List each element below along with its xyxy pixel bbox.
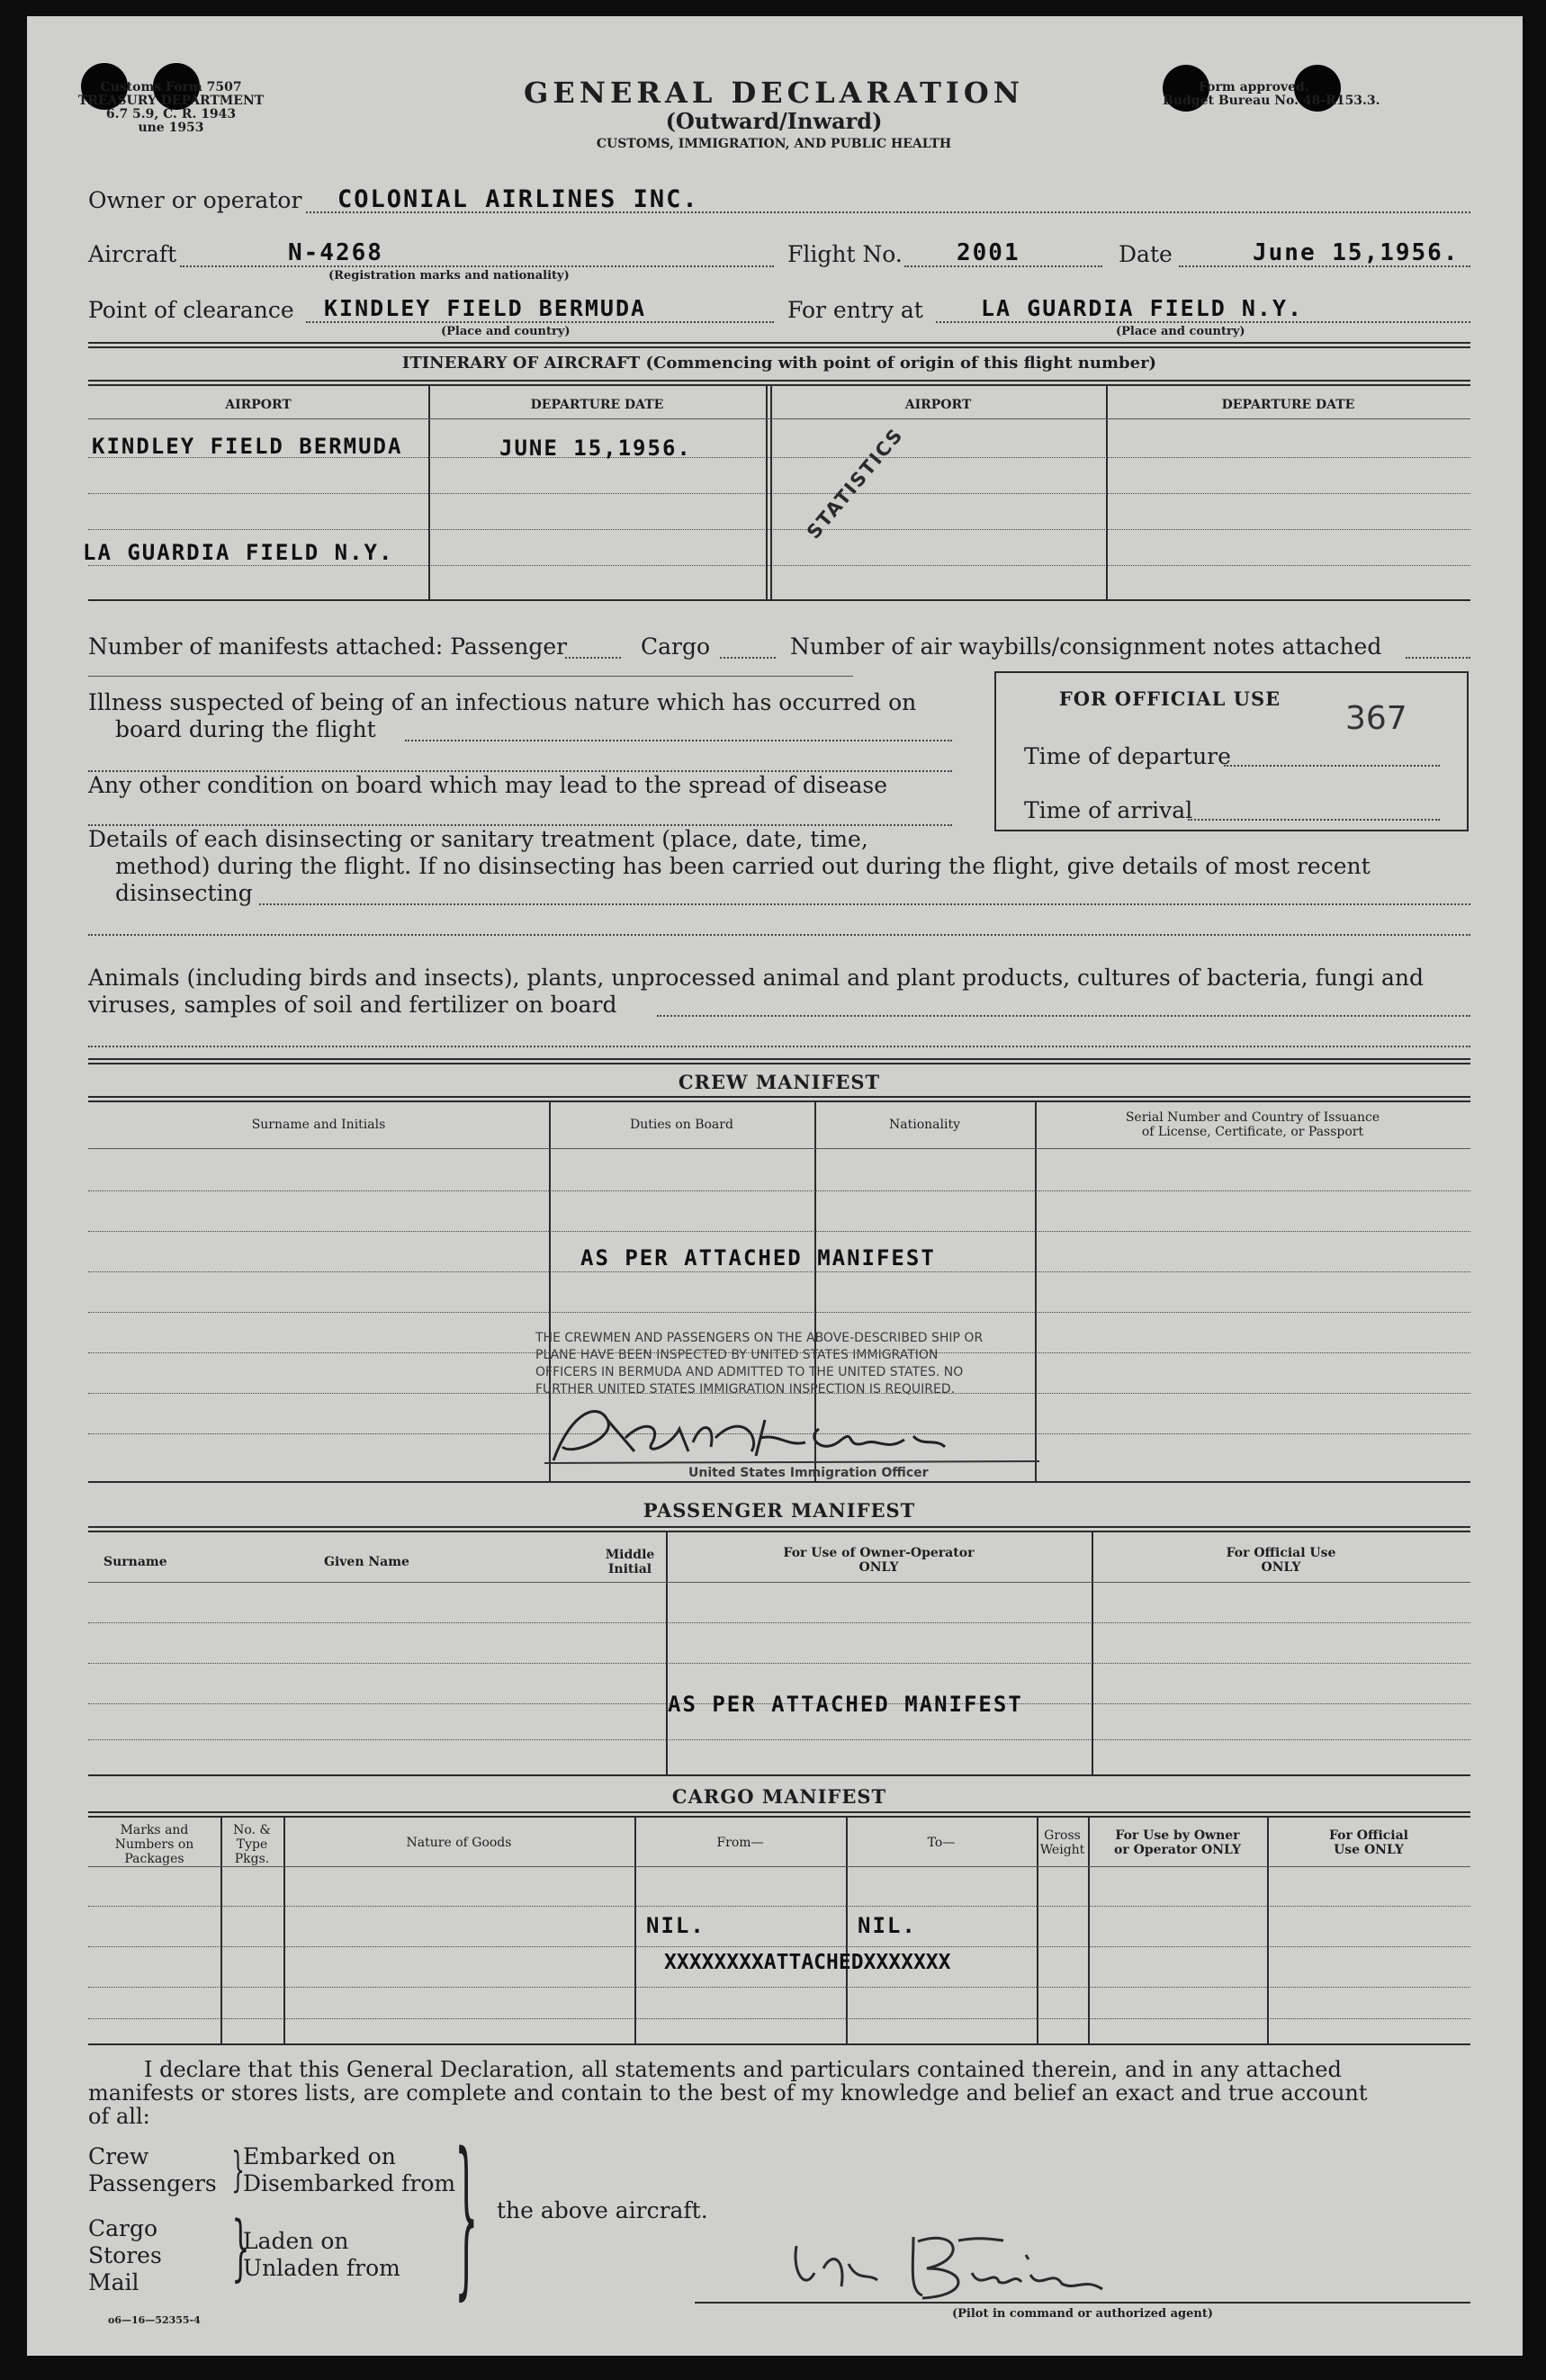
col-number-line: No. & (233, 1823, 271, 1837)
animals-line (657, 1015, 1470, 1017)
col-owner-use-line: or Operator ONLY (1114, 1843, 1241, 1857)
col-middle-initial (603, 1548, 657, 1576)
rule (88, 2043, 1470, 2045)
cargo-struck-note: XXXXXXXXATTACHEDXXXXXXX (664, 1951, 951, 1974)
row-line (88, 1987, 1470, 1988)
row-line (88, 1148, 1470, 1149)
rule (88, 1063, 1470, 1064)
immigration-signature (535, 1384, 1039, 1474)
col-official-use (1267, 1828, 1470, 1857)
pilot-signature (778, 2219, 1246, 2309)
rule (88, 380, 1470, 382)
entry-value: LA GUARDIA FIELD N.Y. (981, 295, 1304, 321)
row-line (88, 1582, 1470, 1583)
disinsect-text-2: method) during the flight. If no disinsecting has been carried out during the flight, give details of most recent (115, 853, 1371, 879)
waybills-line (1406, 657, 1470, 659)
stamp-line: FURTHER UNITED STATES IMMIGRATION INSPECTION IS REQUIRED. (535, 1382, 956, 1397)
form-id-line: une 1953 (138, 121, 204, 135)
form-approval-line: Budget Bureau No. 48-R153.3. (1163, 94, 1380, 108)
disinsect-line-2 (88, 934, 1470, 936)
itinerary-row1-airport: KINDLEY FIELD BERMUDA (92, 434, 403, 459)
col-surname-initials: Surname and Initials (251, 1118, 386, 1132)
manifests-attached-label: Number of manifests attached: Passenger (88, 633, 568, 660)
illness-text-2: board during the flight (115, 716, 376, 742)
col-official-line: ONLY (1261, 1560, 1301, 1575)
time-departure-line (1224, 765, 1440, 767)
col-owner-line: For Use of Owner-Operator (783, 1546, 975, 1560)
declaration-text-3: of all: (88, 2104, 150, 2129)
rule (88, 599, 1470, 601)
declaration-stores: Stores (88, 2242, 162, 2268)
disinsect-text: Details of each disinsecting or sanitary treatment (place, date, time, (88, 826, 868, 852)
itinerary-row1-date: JUNE 15,1956. (499, 436, 692, 461)
form-approval-block (1163, 81, 1523, 108)
col-airport: AIRPORT (904, 398, 972, 412)
rule (88, 1774, 1470, 1776)
declaration-crew: Crew (88, 2143, 149, 2169)
form-id-line: TREASURY DEPARTMENT (77, 94, 265, 108)
col-departure-date: DEPARTURE DATE (1221, 398, 1355, 412)
row-line (88, 1622, 1470, 1623)
declaration-cargo: Cargo (88, 2215, 158, 2241)
declaration-suffix: the above aircraft. (497, 2197, 708, 2223)
row-line (88, 2018, 1470, 2019)
row-line (88, 1231, 1470, 1232)
col-nature-goods: Nature of Goods (406, 1836, 512, 1850)
animals-text: Animals (including birds and insects), plants, unprocessed animal and plant products, cultures of bacteria, fungi and (88, 965, 1424, 991)
aircraft-caption: (Registration marks and nationality) (328, 269, 570, 283)
stamp-line: PLANE HAVE BEEN INSPECTED BY UNITED STATES IMMIGRATION (535, 1348, 939, 1362)
declaration-disembarked: Disembarked from (243, 2170, 456, 2196)
declaration-embarked: Embarked on (243, 2143, 396, 2169)
row-line (88, 1946, 1470, 1947)
col-marks-line: Packages (124, 1852, 184, 1866)
col-divider (283, 1817, 285, 2043)
rule (88, 676, 853, 677)
rule (88, 1481, 1470, 1483)
col-owner-operator (666, 1546, 1092, 1575)
col-number-line: Pkgs. (234, 1852, 270, 1866)
col-number-type (220, 1823, 283, 1866)
col-surname: Surname (103, 1555, 167, 1569)
col-marks (88, 1823, 220, 1866)
col-middle-line: Middle (605, 1548, 655, 1562)
col-marks-line: Numbers on (114, 1837, 194, 1852)
owner-value: COLONIAL AIRLINES INC. (337, 185, 699, 213)
immigration-stamp (535, 1330, 1156, 1492)
entry-label: For entry at (787, 297, 923, 323)
col-gross-line: Gross (1044, 1828, 1081, 1843)
clearance-value: KINDLEY FIELD BERMUDA (324, 295, 647, 321)
form-id-line: Customs Form 7507 (100, 80, 242, 94)
col-to: To— (927, 1836, 956, 1850)
crew-manifest-heading: CREW MANIFEST (678, 1071, 881, 1093)
cargo-to-value: NIL. (858, 1913, 917, 1938)
crew-typed-note: AS PER ATTACHED MANIFEST (580, 1245, 936, 1271)
col-gross-weight (1037, 1828, 1088, 1857)
statistics-stamp: STATISTICS (803, 423, 908, 543)
col-number-line: Type (236, 1837, 268, 1852)
page-title: GENERAL DECLARATION (524, 76, 1024, 110)
print-code: o6—16—52355-4 (108, 2314, 201, 2326)
col-divider (634, 1817, 636, 2043)
official-number: 367 (1345, 700, 1407, 737)
rule (88, 1811, 1470, 1813)
rule (88, 1816, 1470, 1818)
col-divider (846, 1817, 848, 2043)
declaration-unladen: Unladen from (243, 2255, 400, 2281)
cargo-count-label: Cargo (641, 633, 711, 660)
stamp-line: OFFICERS IN BERMUDA AND ADMITTED TO THE UNITED STATES. NO (535, 1365, 964, 1379)
passenger-typed-note: AS PER ATTACHED MANIFEST (668, 1692, 1023, 1717)
big-brace: } (454, 2116, 479, 2315)
itinerary-heading: ITINERARY OF AIRCRAFT (Commencing with point of origin of this flight number) (401, 354, 1157, 373)
col-duties: Duties on Board (630, 1118, 733, 1132)
time-arrival-line (1188, 819, 1440, 821)
declaration-passengers: Passengers (88, 2170, 217, 2196)
passenger-count-line (565, 657, 621, 659)
col-serial-number (1035, 1110, 1470, 1139)
col-divider (766, 385, 768, 599)
illness-line (405, 740, 952, 741)
aircraft-line (180, 265, 774, 267)
brace: } (231, 2205, 250, 2289)
col-owner-use-line: For Use by Owner (1115, 1828, 1240, 1843)
rule (88, 346, 1470, 348)
declaration-text: I declare that this General Declaration, all statements and particulars contained therein, and in any attached (144, 2057, 1342, 2082)
flight-value: 2001 (957, 239, 1020, 266)
col-gross-line: Weight (1039, 1843, 1085, 1857)
cargo-count-line (720, 657, 776, 659)
rule (88, 1100, 1470, 1102)
col-owner-use (1088, 1828, 1267, 1857)
disinsect-line (259, 903, 1470, 905)
row-line (88, 418, 1470, 419)
stamp-caption: United States Immigration Officer (688, 1466, 929, 1480)
row-line (88, 1271, 1470, 1272)
clearance-line (306, 321, 774, 323)
illness-text: Illness suspected of being of an infectious nature which has occurred on (88, 689, 917, 715)
col-airport: AIRPORT (225, 398, 292, 412)
official-use-heading: FOR OFFICIAL USE (1058, 687, 1281, 710)
rule (88, 384, 1470, 386)
rule (88, 1531, 1470, 1532)
passenger-manifest-heading: PASSENGER MANIFEST (643, 1499, 916, 1522)
col-nationality: Nationality (889, 1118, 960, 1132)
flight-label: Flight No. (787, 241, 903, 267)
col-official-line: For Official Use (1226, 1546, 1336, 1560)
row-line (88, 1739, 1470, 1740)
other-condition-text: Any other condition on board which may lead to the spread of disease (88, 772, 888, 798)
page-subtitle: (Outward/Inward) (665, 108, 883, 134)
form-sheet (27, 16, 1523, 2356)
form-id-line: 6.7 5.9, C. R. 1943 (105, 107, 237, 121)
row-line (88, 1190, 1470, 1191)
col-owner-line: ONLY (858, 1560, 899, 1575)
clearance-label: Point of clearance (88, 297, 294, 323)
entry-line (936, 321, 1470, 323)
animals-text-2: viruses, samples of soil and fertilizer on board (88, 992, 617, 1018)
cargo-from-value: NIL. (646, 1913, 706, 1938)
rule (88, 1096, 1470, 1098)
row-line (88, 1312, 1470, 1313)
col-marks-line: Marks and (120, 1823, 189, 1837)
col-official-use (1092, 1546, 1470, 1575)
aircraft-label: Aircraft (88, 241, 177, 267)
row-line (88, 1906, 1470, 1907)
date-value: June 15,1956. (1253, 239, 1460, 266)
rule (88, 1058, 1470, 1060)
rule (88, 342, 1470, 344)
rule (88, 1526, 1470, 1528)
waybills-label: Number of air waybills/consignment notes attached (790, 633, 1382, 660)
aircraft-value: N-4268 (288, 239, 383, 266)
col-given-name: Given Name (324, 1555, 409, 1569)
col-middle-line: Initial (607, 1562, 652, 1576)
col-official-use-line: For Official (1329, 1828, 1408, 1843)
owner-label: Owner or operator (88, 187, 302, 213)
itinerary-row2-airport: LA GUARDIA FIELD N.Y. (83, 540, 394, 565)
stamp-line: THE CREWMEN AND PASSENGERS ON THE ABOVE-DESCRIBED SHIP OR (535, 1331, 984, 1345)
form-id-block (63, 81, 279, 135)
declaration-laden: Laden on (243, 2228, 349, 2254)
col-divider (428, 385, 430, 599)
time-departure-label: Time of departure (1024, 743, 1231, 769)
page-subtitle-agencies: CUSTOMS, IMMIGRATION, AND PUBLIC HEALTH (596, 137, 952, 151)
col-divider (1106, 385, 1108, 599)
declaration-text-2: manifests or stores lists, are complete and contain to the best of my knowledge and belief an exact and true account (88, 2080, 1368, 2106)
row-line (88, 529, 1470, 530)
col-divider (770, 385, 772, 599)
col-serial-line: of License, Certificate, or Passport (1141, 1125, 1364, 1139)
time-arrival-label: Time of arrival (1024, 797, 1193, 823)
disinsect-text-3: disinsecting (115, 880, 253, 906)
clearance-caption: (Place and country) (441, 325, 571, 338)
form-approval-line: Form approved. (1199, 80, 1309, 94)
col-departure-date: DEPARTURE DATE (530, 398, 664, 412)
col-from: From— (716, 1836, 764, 1850)
row-line (88, 493, 1470, 494)
brace: } (231, 2143, 245, 2197)
col-serial-line: Serial Number and Country of Issuance (1125, 1110, 1380, 1125)
entry-caption: (Place and country) (1116, 325, 1245, 338)
animals-line-2 (88, 1046, 1470, 1047)
signature-caption: (Pilot in command or authorized agent) (951, 2307, 1213, 2321)
col-official-use-line: Use ONLY (1334, 1843, 1404, 1857)
row-line (88, 565, 1470, 566)
date-label: Date (1119, 241, 1173, 267)
row-line (88, 1663, 1470, 1664)
row-line (88, 1866, 1470, 1867)
signature-line (695, 2302, 1470, 2304)
cargo-manifest-heading: CARGO MANIFEST (671, 1785, 887, 1808)
declaration-mail: Mail (88, 2269, 139, 2295)
